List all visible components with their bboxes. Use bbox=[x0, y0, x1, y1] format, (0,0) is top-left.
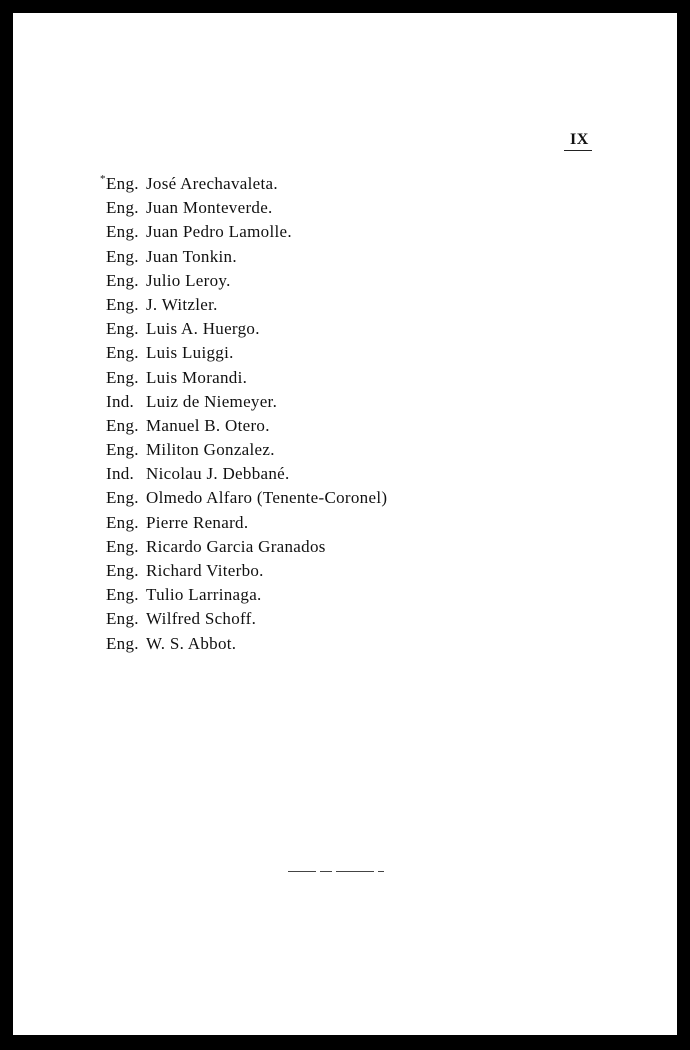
list-entry bbox=[106, 293, 387, 317]
list-entry bbox=[106, 390, 387, 414]
end-rule-segment bbox=[336, 871, 374, 872]
entry-name: Luis A. Huergo. bbox=[146, 319, 260, 339]
list-entry bbox=[106, 535, 387, 559]
entry-asterisk: * bbox=[100, 173, 106, 185]
entry-title: Eng. bbox=[106, 609, 139, 629]
entry-title: Eng. bbox=[106, 512, 139, 532]
list-entry bbox=[106, 486, 387, 510]
entry-title: Eng. bbox=[106, 198, 139, 218]
list-entry bbox=[106, 583, 387, 607]
entry-name: Pierre Renard. bbox=[146, 512, 249, 532]
entry-name: Manuel B. Otero. bbox=[146, 415, 270, 435]
list-entry bbox=[106, 245, 387, 269]
entry-title: Eng. bbox=[106, 367, 139, 387]
document-page bbox=[13, 13, 677, 1035]
end-rule-segment bbox=[288, 871, 316, 872]
entry-title: Eng. bbox=[106, 440, 139, 460]
entry-title: Ind. bbox=[106, 391, 135, 411]
page-number: IX bbox=[570, 131, 589, 148]
entry-name: Luiz de Niemeyer. bbox=[146, 391, 278, 411]
end-rule-segment bbox=[320, 871, 332, 872]
page-number-underline bbox=[564, 150, 592, 151]
list-entry bbox=[106, 220, 387, 244]
entry-name: Julio Leroy. bbox=[146, 270, 231, 290]
entry-name: Wilfred Schoff. bbox=[146, 609, 257, 629]
entry-title: Eng. bbox=[106, 174, 139, 193]
member-list bbox=[100, 172, 388, 656]
list-entry bbox=[106, 317, 387, 341]
entry-title: Ind. bbox=[106, 464, 135, 484]
entry-name: Olmedo Alfaro (Tenente-Coronel) bbox=[146, 488, 388, 508]
entry-name: Tulio Larrinaga. bbox=[146, 585, 262, 605]
entry-name: Luis Morandi. bbox=[146, 367, 248, 387]
entry-name: Juan Monteverde. bbox=[146, 198, 273, 218]
list-entry bbox=[106, 366, 387, 390]
list-entry bbox=[106, 414, 387, 438]
entry-title: Eng. bbox=[106, 319, 139, 339]
entry-name: Richard Viterbo. bbox=[146, 561, 264, 580]
entry-name: Ricardo Garcia Granados bbox=[146, 536, 326, 556]
entry-title: Eng. bbox=[106, 488, 139, 508]
entry-name: Nicolau J. Debbané. bbox=[146, 464, 290, 484]
entry-title: Eng. bbox=[106, 633, 139, 653]
list-entry bbox=[106, 341, 387, 365]
list-entry bbox=[106, 269, 387, 293]
entry-title: Eng. bbox=[106, 585, 139, 605]
entry-title: Eng. bbox=[106, 294, 139, 314]
entry-name: Juan Pedro Lamolle. bbox=[146, 222, 292, 242]
entry-name: Luis Luiggi. bbox=[146, 343, 234, 363]
entry-name: Juan Tonkin. bbox=[146, 246, 237, 266]
entry-title: Eng. bbox=[106, 222, 139, 242]
entry-title: Eng. bbox=[106, 343, 139, 363]
entry-name: W. S. Abbot. bbox=[146, 633, 237, 653]
entry-name: Militon Gonzalez. bbox=[146, 440, 275, 460]
end-rule-segment bbox=[378, 871, 384, 872]
entry-title: Eng. bbox=[106, 415, 139, 435]
entry-title: Eng. bbox=[106, 561, 139, 580]
list-entry bbox=[106, 196, 387, 220]
entry-name: José Arechavaleta. bbox=[146, 174, 278, 193]
entry-title: Eng. bbox=[106, 536, 139, 556]
entry-title: Eng. bbox=[106, 270, 139, 290]
entry-title: Eng. bbox=[106, 246, 139, 266]
list-entry bbox=[106, 632, 387, 656]
list-entry bbox=[100, 172, 387, 196]
list-entry bbox=[106, 607, 387, 631]
entry-name: J. Witzler. bbox=[146, 294, 218, 314]
list-entry bbox=[106, 559, 387, 583]
list-entry bbox=[106, 438, 387, 462]
list-entry bbox=[106, 462, 387, 486]
list-entry bbox=[106, 511, 387, 535]
